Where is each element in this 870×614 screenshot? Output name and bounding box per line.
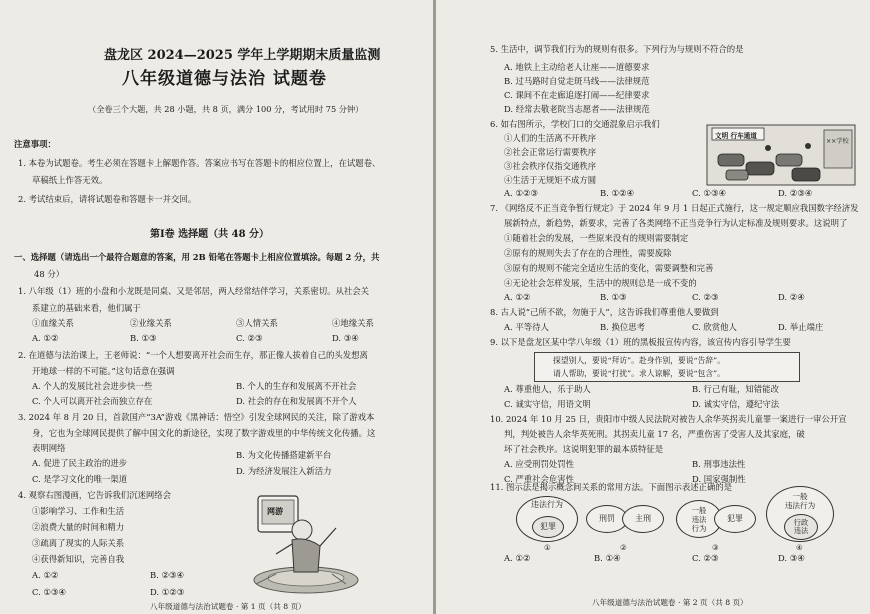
q6-item: ②社会正常运行需要秩序	[504, 147, 597, 157]
q7-option: A. ①②	[504, 292, 531, 302]
q9-option: B. 行己有耻，知错能改	[692, 384, 779, 394]
exam-title-line2: 八年级道德与法治 试题卷	[122, 69, 327, 89]
q5-option: C. 课间不在走廊追逐打闹——纪律要求	[504, 90, 650, 100]
question-1-stem: 1. 八年级（1）班的小盘和小龙既是同桌、又是邻居，两人经常结伴学习，关系密切。从社会关	[18, 286, 369, 296]
diagram-1-inner: 犯罪	[532, 516, 564, 538]
q3-option: D. 为经济发展注入新活力	[236, 466, 332, 476]
cartoon-label: 网游	[267, 506, 283, 516]
q7-item: ②原有的规则失去了存在的合理性，需要废除	[504, 248, 672, 258]
q4-option: A. ①②	[32, 570, 59, 580]
q3-option: B. 为文化传播搭建新平台	[236, 450, 332, 460]
section-title: 第Ⅰ卷 选择题（共 48 分）	[150, 229, 270, 240]
q4-option: B. ②③④	[150, 570, 185, 580]
page-footer: 八年级道德与法治试题卷 · 第 2 页（共 8 页）	[592, 598, 748, 607]
q6-item: ①人们的生活离不开秩序	[504, 133, 597, 143]
diagram-2-right: 主刑	[622, 505, 664, 533]
q1-option: B. ①③	[130, 333, 157, 343]
question-10-stem: 坏了社会秩序。这说明犯罪的最本质特征是	[504, 444, 664, 454]
diagram-2-left: 刑罚	[586, 505, 628, 533]
notice-title: 注意事项：	[14, 139, 56, 149]
q7-option: C. ②③	[692, 292, 719, 302]
q11-option: C. ②③	[692, 553, 719, 563]
question-7-stem: 展新特点，新趋势，新要求，完善了各类网络不正当竞争行为认定标准及规则要求。这说明了	[504, 218, 848, 228]
diagram-3-left: 一般 违法 行为	[676, 500, 722, 538]
question-10-stem: 判，判处被告人余华英死刑。其拐卖儿童 17 名，严重伤害了受害人及其家庭，破	[504, 429, 805, 439]
q2-option: B. 个人的生存和发展离不开社会	[236, 381, 357, 391]
q6-option: A. ①②③	[504, 188, 538, 198]
q2-option: D. 社会的存在和发展离不开个人	[236, 396, 357, 406]
diagram-4-inner: 行政 违法	[784, 514, 818, 540]
q11-option: D. ③④	[778, 553, 805, 563]
q1-item: ①血缘关系	[32, 318, 74, 328]
q1-option: C. ②③	[236, 333, 263, 343]
question-2-stem: 开地球一样的不可能。”这句话意在强调	[32, 366, 175, 376]
question-3-stem: 身，它也为全球网民提供了解中国文化的新途径，实现了数字游戏里的中华传统文化传播。这	[32, 428, 376, 438]
q1-item: ④地缘关系	[332, 318, 374, 328]
q11-option: A. ①②	[504, 553, 531, 563]
q7-item: ④无论社会怎样发展，生活中的规则总是一成不变的	[504, 278, 697, 288]
q4-item: ①影响学习、工作和生活	[32, 506, 125, 516]
cartoon-drawing	[236, 488, 366, 596]
q7-item: ①随着社会的发展，一些原来没有的规则需要制定	[504, 233, 689, 243]
question-3-stem: 表明网络	[32, 443, 66, 453]
question-7-stem: 7. 《网络反不正当竞争暂行规定》于 2024 年 9 月 1 日起正式施行，这一规定顺应我国数字经济发	[490, 203, 859, 213]
q4-item: ②浪费大量的时间和精力	[32, 522, 125, 532]
q10-option: D. 国家强制性	[692, 474, 746, 484]
exam-page-2	[436, 0, 870, 614]
diagram-1-outer: 违法行为	[516, 496, 578, 542]
q5-option: B. 过马路时自觉走斑马线——法律规范	[504, 76, 650, 86]
question-9-stem: 9. 以下是盘龙区某中学八年级（1）班的黑板报宣传内容，该宣传内容引导学生要	[490, 337, 791, 347]
diagram-3-right: 犯罪	[714, 505, 756, 533]
q10-option: A. 应受刑罚处罚性	[504, 459, 574, 469]
exam-info: （全卷三个大题，共 28 小题，共 8 页，满分 100 分，考试用时 75 分钟）	[88, 104, 364, 114]
diagram-label: ④	[796, 543, 803, 552]
q5-option: A. 地铁上主动给老人让座——道德要求	[504, 62, 650, 72]
q6-option: D. ②③④	[778, 188, 813, 198]
question-6-stem: 6. 如右图所示，学校门口的交通混象启示我们	[490, 119, 660, 129]
question-1-stem: 系建立的基础来看，他们属于	[32, 303, 141, 313]
q1-option: A. ①②	[32, 333, 59, 343]
q5-option: D. 经常去敬老院当志愿者——法律规范	[504, 104, 650, 114]
q4-item: ③疏离了现实的人际关系	[32, 538, 125, 548]
notice-line: 1. 本卷为试题卷。考生必须在答题卡上解题作答。答案应书写在答题卡的相应位置上，在试题卷、	[18, 158, 381, 168]
blackboard-line: 探望别人，要说“拜访”。赴身作别，要说“告辞”。	[553, 356, 725, 365]
question-10-stem: 10. 2024 年 10 月 25 日，贵阳市中级人民法院对被告人余华英拐卖儿童罪一案进行一审公开宣	[490, 414, 847, 424]
notice-line: 草稿纸上作答无效。	[32, 175, 108, 185]
part-instruction: 48 分）	[34, 269, 65, 279]
q7-option: D. ②④	[778, 292, 805, 302]
exam-title-line1: 盘龙区 2024—2025 学年上学期期末质量监测	[104, 48, 381, 63]
blackboard-line: 请人帮助，要说“打扰”。求人谅解，要说“包含”。	[553, 369, 725, 378]
q2-option: A. 个人的发展比社会进步快一些	[32, 381, 153, 391]
q2-option: C. 个人可以离开社会而独立存在	[32, 396, 153, 406]
cartoon-school-traffic	[706, 124, 856, 186]
q6-item: ④生活于无规矩不成方圆	[504, 175, 597, 185]
page-footer: 八年级道德与法治试题卷 · 第 1 页（共 8 页）	[150, 602, 306, 611]
cartoon-label: 文明 行车通道	[715, 132, 757, 140]
exam-page-1	[0, 0, 434, 614]
q1-option: D. ③④	[332, 333, 359, 343]
cartoon-sign: ××学校	[826, 138, 849, 145]
question-2-stem: 2. 在道德与法治课上，王老师说：“一个人想要离开社会而生存，那正像人拔着自己的头发想离	[18, 350, 368, 360]
q9-option: C. 诚实守信，用语文明	[504, 399, 591, 409]
q9-option: D. 诚实守信，遵纪守法	[692, 399, 780, 409]
q8-option: A. 平等待人	[504, 322, 549, 332]
q8-option: B. 换位思考	[600, 322, 645, 332]
diagram-label: ①	[544, 543, 551, 552]
q6-option: B. ①②④	[600, 188, 635, 198]
q7-item: ③原有的规则不能完全适应生活的变化，需要调整和完善	[504, 263, 714, 273]
q8-option: C. 欣赏他人	[692, 322, 737, 332]
diagram-label: ②	[620, 543, 627, 552]
q11-option: B. ①④	[594, 553, 621, 563]
q4-item: ④获得新知识，完善自我	[32, 554, 125, 564]
q10-option: B. 刑事违法性	[692, 459, 746, 469]
question-5-stem: 5. 生活中，调节我们行为的规则有很多。下列行为与规则不符合的是	[490, 44, 744, 54]
q3-option: C. 是学习文化的唯一渠道	[32, 474, 128, 484]
q9-option: A. 尊重他人，乐于助人	[504, 384, 591, 394]
blackboard-box	[534, 352, 800, 382]
notice-line: 2. 考试结束后，请将试题卷和答题卡一并交回。	[18, 194, 197, 204]
q1-item: ③人情关系	[236, 318, 278, 328]
q6-option: C. ①③④	[692, 188, 726, 198]
q4-option: C. ①③④	[32, 587, 66, 597]
q1-item: ②业缘关系	[130, 318, 172, 328]
question-8-stem: 8. 古人说“己所不欲，勿施于人”，这告诉我们尊重他人要做到	[490, 307, 719, 317]
question-3-stem: 3. 2024 年 8 月 20 日，首款国产“3A”游戏《黑神话：悟空》引发全球网民的关注，除了游戏本	[18, 412, 375, 422]
question-11-stem: 11. 图示法是揭示概念间关系的常用方法。下面图示表述正确的是	[490, 482, 733, 492]
q8-option: D. 举止端庄	[778, 322, 824, 332]
q7-option: B. ①③	[600, 292, 627, 302]
q6-item: ③社会秩序仅指交通秩序	[504, 161, 597, 171]
diagram-label: ③	[712, 543, 719, 552]
question-4-stem: 4. 观察右图漫画，它告诉我们沉迷网络会	[18, 490, 172, 500]
q10-option: C. 严重社会危害性	[504, 474, 575, 484]
q4-option: D. ①②③	[150, 587, 185, 597]
diagram-4-outer: 一般 违法行为	[766, 486, 834, 542]
part-instruction: 一、选择题（请选出一个最符合题意的答案，用 2B 铅笔在答题卡上相应位置填涂。每题 2 分，共	[14, 252, 380, 262]
cartoon-internet-addiction	[236, 488, 366, 596]
q3-option: A. 促进了民主政治的进步	[32, 458, 128, 468]
